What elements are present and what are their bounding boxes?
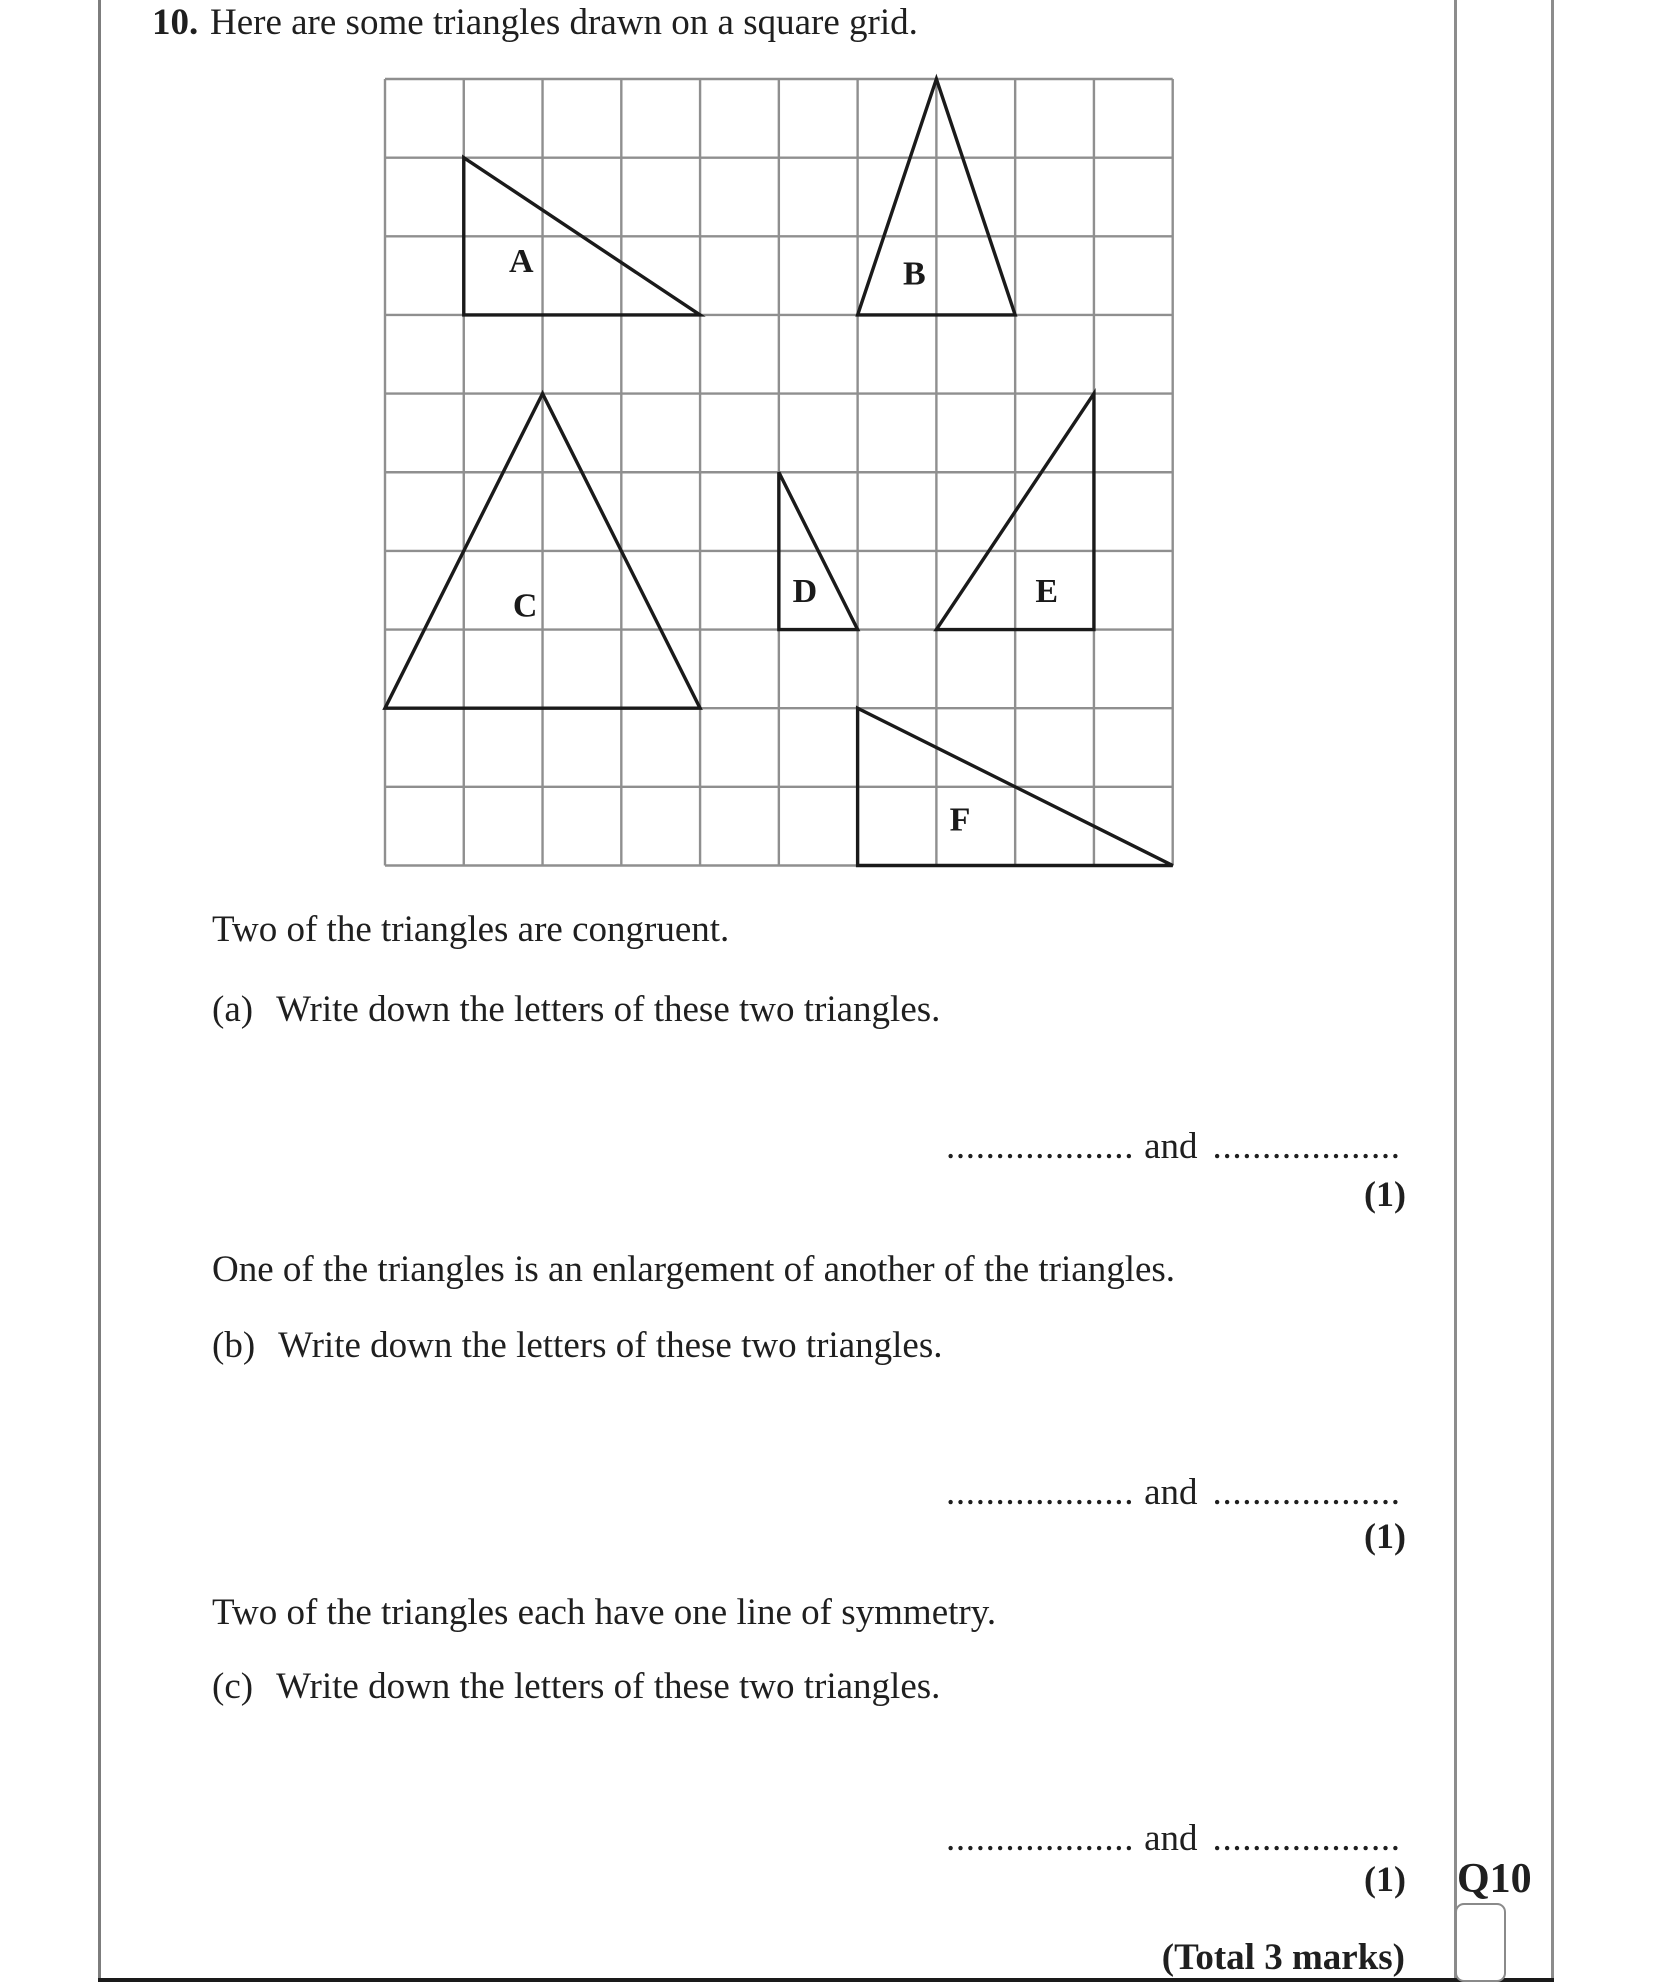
statement-congruent: Two of the triangles are congruent. <box>212 909 730 950</box>
part-a-prompt: Write down the letters of these two triangles. <box>276 989 941 1030</box>
answer-a-and: and <box>1144 1126 1198 1167</box>
part-b-label: (b) <box>212 1325 256 1366</box>
marks-c: (1) <box>1364 1859 1406 1899</box>
question-number: 10. <box>152 2 199 43</box>
part-b-prompt: Write down the letters of these two triangles. <box>278 1325 943 1366</box>
margin-column-left-border <box>1454 0 1457 1982</box>
part-a-label: (a) <box>212 989 254 1030</box>
answer-line-b <box>946 1471 1401 1515</box>
answer-line-c <box>946 1817 1401 1861</box>
triangle-label-e: E <box>1035 573 1059 611</box>
part-b-row <box>212 1324 942 1368</box>
triangle-label-b: B <box>902 255 926 293</box>
triangle-label-d: D <box>792 573 818 611</box>
part-c-label: (c) <box>212 1666 254 1707</box>
part-a-row <box>212 988 940 1032</box>
answer-c-first-blank: ................... <box>946 1818 1135 1859</box>
triangle-label-c: C <box>512 587 538 625</box>
marks-b: (1) <box>1364 1516 1406 1556</box>
triangle-grid-figure <box>385 79 1174 867</box>
answer-a-second-blank: ................... <box>1212 1126 1401 1167</box>
statement-symmetry: Two of the triangles each have one line of symmetry. <box>212 1592 997 1633</box>
answer-b-first-blank: ................... <box>946 1472 1135 1513</box>
answer-c-and: and <box>1144 1818 1198 1859</box>
statement-enlargement: One of the triangles is an enlargement of another of the triangles. <box>212 1249 1176 1290</box>
examiner-mark-box <box>1455 1903 1506 1982</box>
answer-a-first-blank: ................... <box>946 1126 1135 1167</box>
answer-c-second-blank: ................... <box>1212 1818 1401 1859</box>
page-left-border <box>98 0 101 1982</box>
answer-b-and: and <box>1144 1472 1198 1513</box>
total-marks: (Total 3 marks) <box>1161 1937 1405 1978</box>
answer-b-second-blank: ................... <box>1212 1472 1401 1513</box>
question-tag: Q10 <box>1457 1856 1532 1902</box>
triangle-label-f: F <box>949 801 971 839</box>
triangle-label-a: A <box>508 242 534 280</box>
question-title: Here are some triangles drawn on a square grid. <box>210 2 918 43</box>
margin-column-right-border <box>1551 0 1554 1982</box>
answer-line-a <box>946 1125 1401 1169</box>
part-c-row <box>212 1665 940 1709</box>
part-c-prompt: Write down the letters of these two triangles. <box>276 1666 941 1707</box>
marks-a: (1) <box>1364 1174 1406 1214</box>
